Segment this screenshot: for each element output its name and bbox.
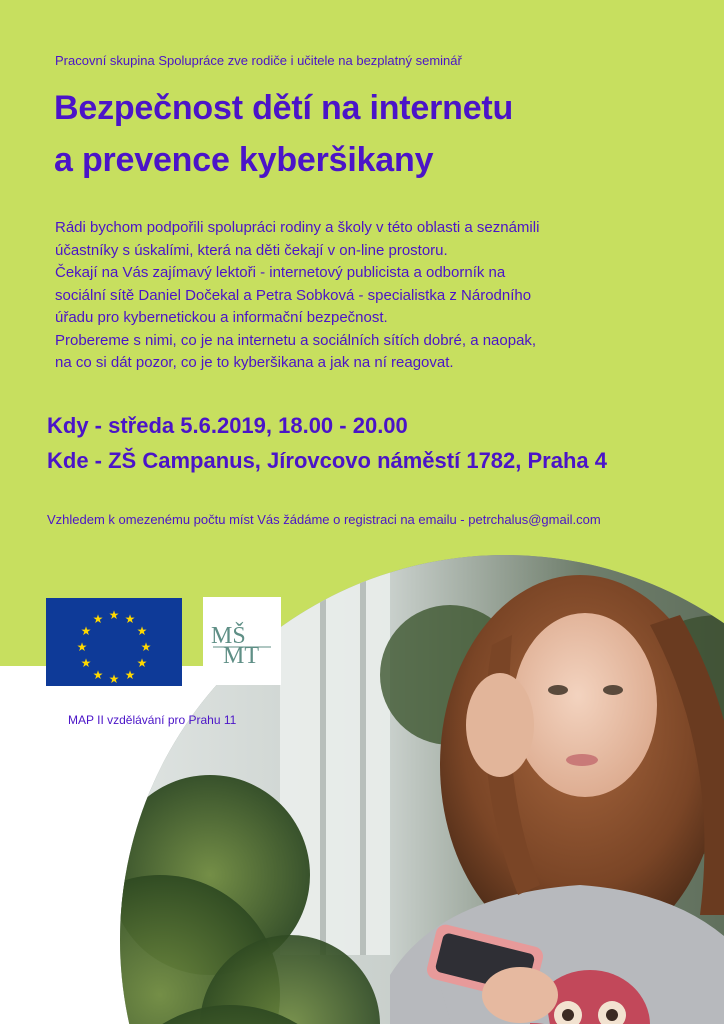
description-line: sociální sítě Daniel Dočekal a Petra Sobková - specialistka z Národního bbox=[55, 286, 532, 304]
eu-flag-icon bbox=[46, 598, 182, 686]
description-line: účastníky s úskalími, která na děti čekají v on-line prostoru. bbox=[55, 241, 448, 259]
event-where: Kde - ZŠ Campanus, Jírovcovo náměstí 1782, Praha 4 bbox=[47, 448, 607, 473]
svg-text:★: ★ bbox=[92, 612, 104, 626]
svg-text:★: ★ bbox=[108, 608, 120, 622]
svg-text:★: ★ bbox=[124, 668, 136, 682]
description-line: Čekají na Vás zajímavý lektoři - internetový publicista a odborník na bbox=[55, 264, 506, 281]
svg-text:★: ★ bbox=[124, 612, 136, 626]
intro-text: Pracovní skupina Spolupráce zve rodiče i učitele na bezplatný seminář bbox=[55, 53, 462, 68]
svg-text:★: ★ bbox=[76, 640, 88, 654]
svg-text:★: ★ bbox=[80, 656, 92, 670]
msmt-logo-icon bbox=[203, 597, 281, 685]
description-line: Rádi bychom podpořili spolupráci rodiny a školy v této oblasti a seznámili bbox=[55, 219, 540, 236]
description-line: Probereme s nimi, co je na internetu a sociálních sítích dobré, a naopak, bbox=[55, 331, 537, 349]
svg-text:★: ★ bbox=[136, 624, 148, 638]
event-details bbox=[47, 408, 607, 478]
description bbox=[55, 217, 539, 375]
svg-text:★: ★ bbox=[80, 624, 92, 638]
title-line: Bezpečnost dětí na internetu bbox=[54, 89, 514, 127]
description-line: úřadu pro kybernetickou a informační bezpečnost. bbox=[55, 309, 388, 326]
svg-text:MŠ: MŠ bbox=[211, 623, 246, 649]
msmt-logo bbox=[203, 597, 281, 685]
description-line: na co si dát pozor, co je to kyberšikana a jak na ní reagovat. bbox=[55, 354, 454, 371]
svg-text:★: ★ bbox=[108, 672, 120, 686]
poster-title bbox=[54, 82, 513, 186]
svg-text:★: ★ bbox=[140, 640, 152, 654]
footer-text: MAP II vzdělávání pro Prahu 11 bbox=[68, 713, 237, 727]
svg-text:★: ★ bbox=[136, 656, 148, 670]
title-line: a prevence kyberšikany bbox=[54, 141, 434, 179]
eu-stars-icon bbox=[46, 598, 182, 686]
event-when: Kdy - středa 5.6.2019, 18.00 - 20.00 bbox=[47, 413, 408, 438]
registration-note: Vzhledem k omezenému počtu míst Vás žádáme o registraci na emailu - petrchalus@gmail.com bbox=[47, 512, 601, 527]
svg-text:MT: MT bbox=[223, 643, 259, 669]
svg-text:★: ★ bbox=[92, 668, 104, 682]
